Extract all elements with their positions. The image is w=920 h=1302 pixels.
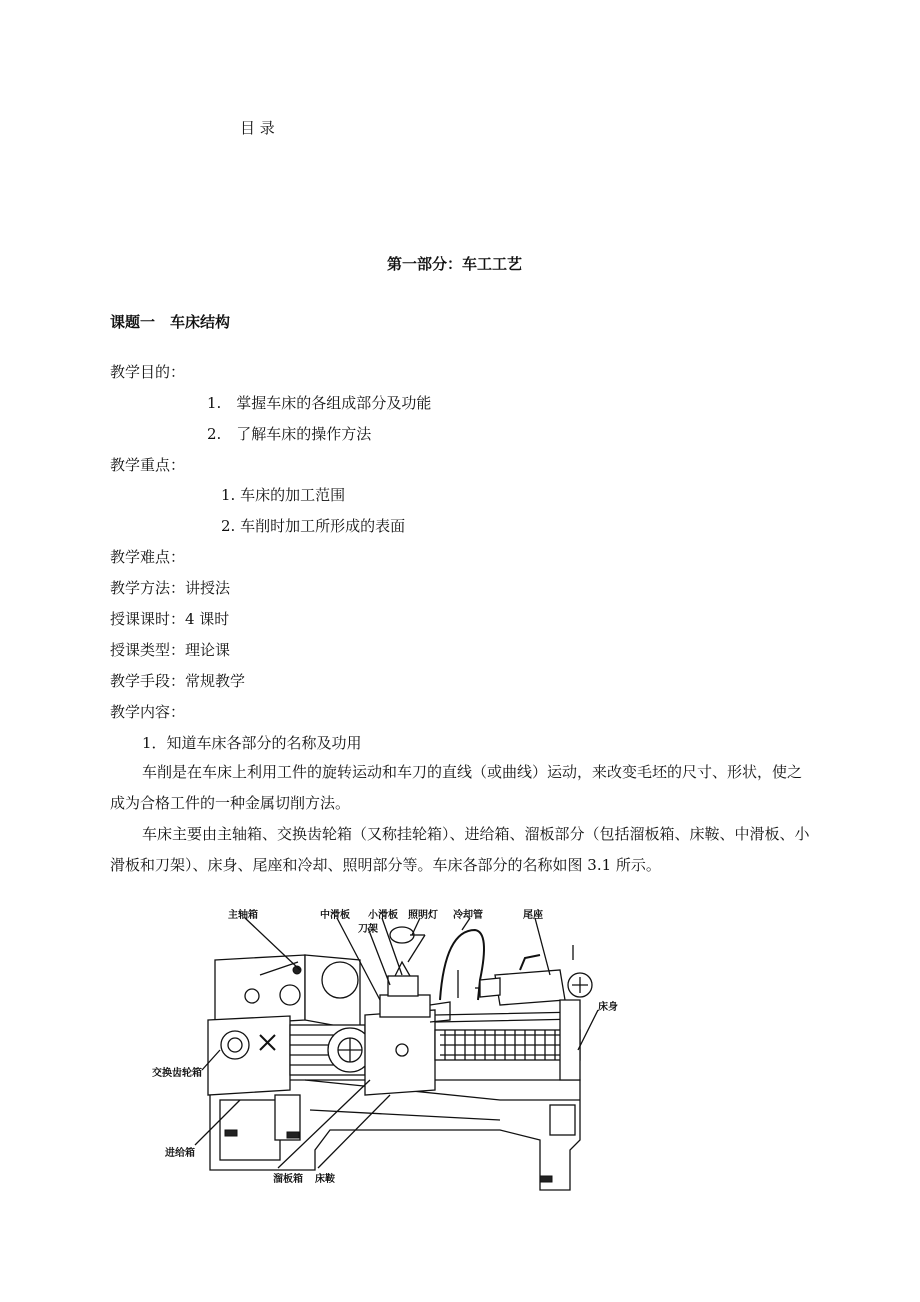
key-points-label: 教学重点： bbox=[110, 456, 186, 474]
toc-title: 目 录 bbox=[240, 119, 275, 137]
carriage-drawing bbox=[365, 962, 450, 1095]
type-line: 授课类型：理论课 bbox=[110, 641, 231, 659]
label-coolant-pipe: 冷却管 bbox=[453, 910, 483, 921]
difficulties-line: 教学难点： bbox=[110, 548, 186, 566]
section-1-heading: 1．知道车床各部分的名称及功用 bbox=[142, 734, 362, 752]
label-tool-post: 刀架 bbox=[358, 924, 378, 935]
lead-screw-drawing bbox=[435, 1012, 580, 1060]
objective-item-1: 1. 掌握车床的各组成部分及功能 bbox=[207, 394, 432, 412]
label-saddle: 床鞍 bbox=[315, 1174, 335, 1185]
label-feed-box: 进给箱 bbox=[165, 1148, 195, 1159]
means-line: 教学手段：常规教学 bbox=[110, 672, 246, 690]
objectives-label: 教学目的： bbox=[110, 363, 186, 381]
key-point-item-2: 2. 车削时加工所形成的表面 bbox=[221, 517, 406, 535]
method-line: 教学方法：讲授法 bbox=[110, 579, 231, 597]
part-title: 第一部分：车工工艺 bbox=[387, 255, 523, 273]
lathe-bed-drawing bbox=[210, 1080, 580, 1190]
label-lamp: 照明灯 bbox=[408, 910, 438, 921]
coolant-pipe-drawing bbox=[440, 930, 484, 1000]
lathe-figure bbox=[140, 900, 640, 1200]
label-change-gear-box: 交换齿轮箱 bbox=[152, 1068, 202, 1079]
label-tailstock: 尾座 bbox=[523, 910, 543, 921]
label-headstock: 主轴箱 bbox=[228, 910, 258, 921]
label-apron: 溜板箱 bbox=[273, 1174, 303, 1185]
content-label: 教学内容： bbox=[110, 703, 186, 721]
hours-line: 授课课时：4 课时 bbox=[110, 610, 230, 628]
paragraph-1: 车削是在车床上利用工件的旋转运动和车刀的直线（或曲线）运动，来改变毛坯的尺寸、形状，使之成为合格工件的一种金属切削方法。 bbox=[110, 763, 803, 812]
chuck-drawing bbox=[290, 1025, 372, 1075]
label-cross-slide: 中滑板 bbox=[320, 910, 350, 921]
label-compound-slide: 小滑板 bbox=[368, 910, 398, 921]
key-point-item-1: 1. 车床的加工范围 bbox=[221, 486, 346, 504]
label-bed: 床身 bbox=[598, 1002, 618, 1013]
paragraph-2: 车床主要由主轴箱、交换齿轮箱（又称挂轮箱）、进给箱、溜板部分（包括溜板箱、床鞍、中滑板、小滑板和刀架）、床身、尾座和冷却、照明部分等。车床各部分的名称如图 3.1 所示。 bbox=[110, 825, 810, 874]
change-gear-box-drawing bbox=[208, 1016, 290, 1095]
lesson-title: 课题一 车床结构 bbox=[110, 313, 231, 331]
objective-item-2: 2. 了解车床的操作方法 bbox=[207, 425, 372, 443]
